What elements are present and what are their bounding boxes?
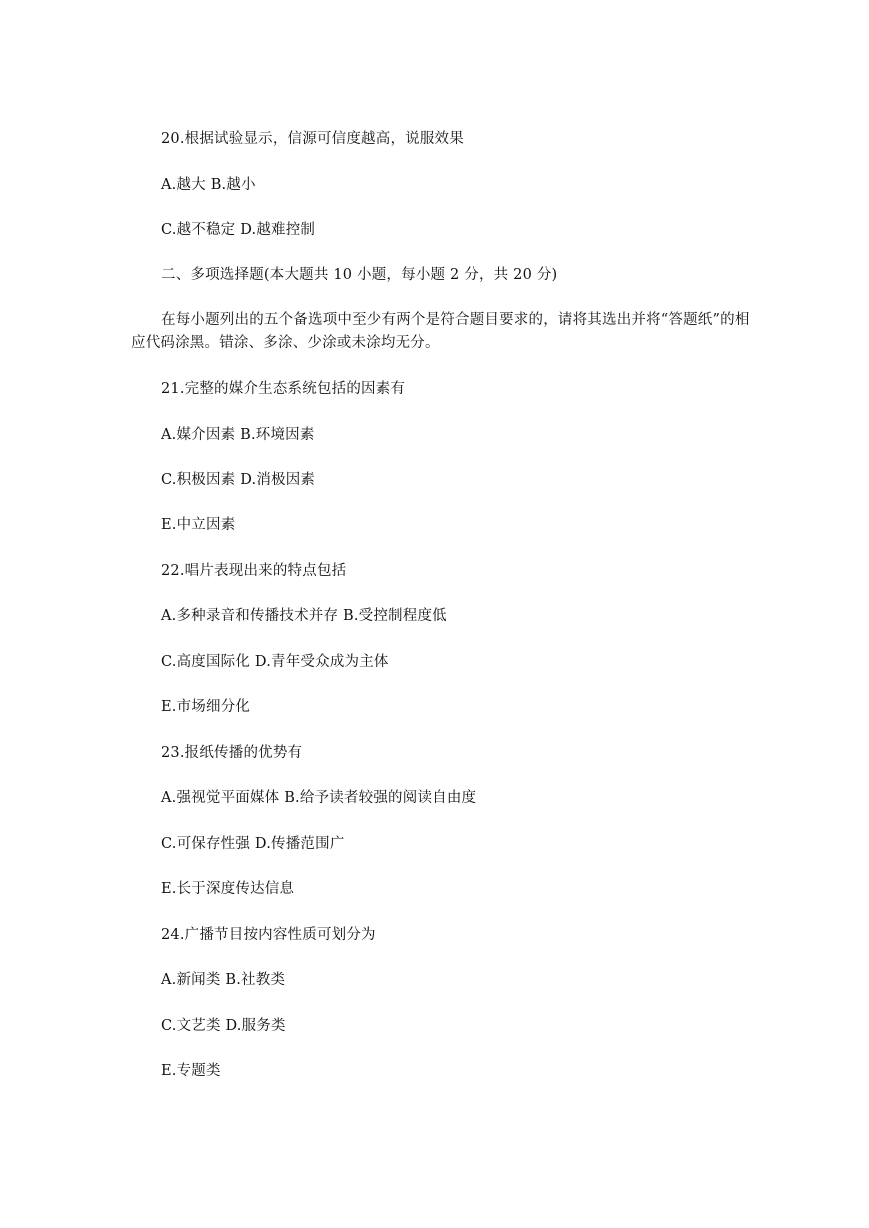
question-20-stem: 20.根据试验显示，信源可信度越高，说服效果 [161,131,464,147]
question-24-stem: 24.广播节目按内容性质可划分为 [161,927,376,943]
question-23-options-cd: C.可保存性强 D.传播范围广 [161,836,345,852]
question-22-options-cd: C.高度国际化 D.青年受众成为主体 [161,654,389,670]
question-22-options-ab: A.多种录音和传播技术并存 B.受控制程度低 [161,608,447,624]
question-23-options-ab: A.强视觉平面媒体 B.给予读者较强的阅读自由度 [161,790,477,806]
question-23-option-e: E.长于深度传达信息 [161,881,295,897]
question-21-options-ab: A.媒介因素 B.环境因素 [161,427,315,443]
question-24-option-e: E.专题类 [161,1063,221,1079]
question-22-stem: 22.唱片表现出来的特点包括 [161,563,347,579]
question-24-options-cd: C.文艺类 D.服务类 [161,1018,286,1034]
question-22-option-e: E.市场细分化 [161,699,251,715]
section-instruction: 在每小题列出的五个备选项中至少有两个是符合题目要求的，请将其选出并将“答题纸”的相应代码涂黑。错涂、多涂、少涂或未涂均无分。 [131,312,750,351]
question-20-options-cd: C.越不稳定 D.越难控制 [161,222,316,238]
section-heading: 二、多项选择题(本大题共 10 小题，每小题 2 分，共 20 分) [161,267,558,283]
question-23-stem: 23.报纸传播的优势有 [161,745,303,761]
question-24-options-ab: A.新闻类 B.社教类 [161,972,286,988]
question-21-option-e: E.中立因素 [161,517,236,533]
question-21-options-cd: C.积极因素 D.消极因素 [161,472,316,488]
question-20-options-ab: A.越大 B.越小 [161,177,256,193]
question-21-stem: 21.完整的媒介生态系统包括的因素有 [161,381,406,397]
